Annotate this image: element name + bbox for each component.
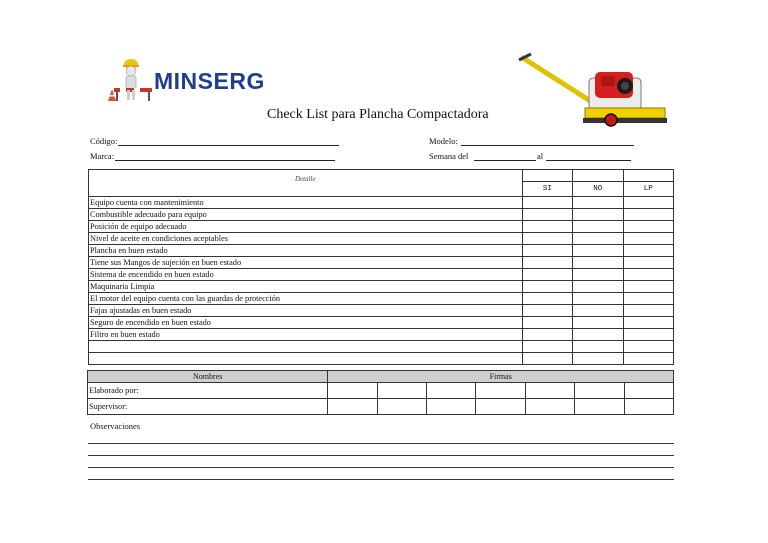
al-label: al [537,151,544,161]
signature-cell[interactable] [427,383,476,399]
signature-table [87,370,674,415]
checklist-item-label: Posición de equipo adecuado [89,221,523,233]
table-row [89,209,674,221]
check-cell-lp[interactable] [623,293,673,305]
table-row [88,383,674,399]
signature-cell[interactable] [525,399,574,415]
modelo-label: Modelo: [429,136,458,146]
checklist-table [88,169,674,365]
check-cell-lp[interactable] [623,197,673,209]
check-cell-no[interactable] [573,305,623,317]
check-cell-si[interactable] [522,341,572,353]
signature-cell[interactable] [328,383,377,399]
signature-cell[interactable] [476,383,525,399]
signature-cell[interactable] [377,399,426,415]
checklist-item-label: Combustible adecuado para equipo [89,209,523,221]
checklist-item-label: Seguro de encendido en buen estado [89,317,523,329]
semana-start-field[interactable] [474,160,536,161]
table-row [89,353,674,365]
check-cell-lp[interactable] [623,221,673,233]
firmas-header: Firmas [328,371,674,383]
check-cell-si[interactable] [522,269,572,281]
check-cell-si[interactable] [522,233,572,245]
checklist-item-label: El motor del equipo cuenta con las guardas de protección [89,293,523,305]
signature-cell[interactable] [377,383,426,399]
check-cell-no[interactable] [573,353,623,365]
checklist-item-label: Sistema de encendido en buen estado [89,269,523,281]
plate-compactor-image [515,52,675,134]
checklist-item-label: Nivel de aceite en condiciones aceptables [89,233,523,245]
check-cell-no[interactable] [573,317,623,329]
logo-wordmark: MINSERG [154,68,265,94]
signature-cell[interactable] [624,399,673,415]
check-cell-si[interactable] [522,281,572,293]
marca-field[interactable] [115,160,335,161]
check-cell-si[interactable] [522,245,572,257]
check-cell-no[interactable] [573,269,623,281]
check-cell-lp[interactable] [623,257,673,269]
checklist-item-label: Equipo cuenta con mantenimiento [89,197,523,209]
col-si-header: SI [522,182,572,197]
table-row [89,281,674,293]
check-cell-lp[interactable] [623,341,673,353]
signature-cell[interactable] [575,383,624,399]
checklist-item-label: Tiene sus Mangos de sujeción en buen estado [89,257,523,269]
observaciones-line[interactable] [88,443,674,444]
check-cell-no[interactable] [573,281,623,293]
check-cell-si[interactable] [522,293,572,305]
table-row [89,221,674,233]
col-no-header: NO [573,182,623,197]
signature-header-row [88,371,674,383]
semana-label: Semana del [429,151,469,161]
check-cell-no[interactable] [573,245,623,257]
check-cell-si[interactable] [522,317,572,329]
check-cell-si[interactable] [522,329,572,341]
detail-header: Detalle [89,170,523,197]
check-cell-no[interactable] [573,221,623,233]
check-cell-lp[interactable] [623,233,673,245]
check-cell-no[interactable] [573,209,623,221]
table-row [89,257,674,269]
semana-end-field[interactable] [546,160,631,161]
col-lp-header: LP [623,182,673,197]
table-header-row [89,170,674,182]
signature-cell[interactable] [476,399,525,415]
checklist-item-label: Filtro en buen estado [89,329,523,341]
check-cell-lp[interactable] [623,245,673,257]
checklist-item-label [89,353,523,365]
modelo-field[interactable] [461,145,634,146]
marca-label: Marca: [90,151,115,161]
check-cell-no[interactable] [573,233,623,245]
check-cell-no[interactable] [573,329,623,341]
signature-cell[interactable] [624,383,673,399]
signature-cell[interactable] [525,383,574,399]
check-cell-no[interactable] [573,197,623,209]
check-cell-no[interactable] [573,293,623,305]
check-cell-si[interactable] [522,305,572,317]
checklist-item-label: Plancha en buen estado [89,245,523,257]
observaciones-line[interactable] [88,479,674,480]
table-row [89,293,674,305]
table-row [89,245,674,257]
check-cell-lp[interactable] [623,209,673,221]
observaciones-label: Observaciones [90,421,141,431]
table-row [89,329,674,341]
signature-cell[interactable] [427,399,476,415]
table-row [89,197,674,209]
observaciones-line[interactable] [88,467,674,468]
check-cell-lp[interactable] [623,281,673,293]
check-cell-lp[interactable] [623,317,673,329]
check-cell-si[interactable] [522,257,572,269]
observaciones-line[interactable] [88,455,674,456]
signature-cell[interactable] [328,399,377,415]
company-logo [104,56,264,106]
checklist-item-label [89,341,523,353]
check-cell-si[interactable] [522,209,572,221]
check-cell-lp[interactable] [623,329,673,341]
elaborado-label: Elaborado por: [88,383,328,399]
table-row [89,317,674,329]
check-cell-no[interactable] [573,257,623,269]
check-cell-lp[interactable] [623,305,673,317]
table-row [89,341,674,353]
checklist-item-label: Maquinaria Limpia [89,281,523,293]
codigo-field[interactable] [118,145,339,146]
supervisor-label: Supervisor: [88,399,328,415]
plate-compactor-icon [515,52,675,134]
nombres-header: Nombres [88,371,328,383]
check-cell-si[interactable] [522,197,572,209]
table-row [89,305,674,317]
check-cell-lp[interactable] [623,353,673,365]
table-row [89,269,674,281]
check-cell-si[interactable] [522,353,572,365]
worker-mascot-icon [104,56,154,106]
check-cell-si[interactable] [522,221,572,233]
check-cell-lp[interactable] [623,269,673,281]
codigo-label: Código: [90,136,118,146]
table-row [88,399,674,415]
table-row [89,233,674,245]
check-cell-no[interactable] [573,341,623,353]
checklist-item-label: Fajas ajustadas en buen estado [89,305,523,317]
signature-cell[interactable] [575,399,624,415]
